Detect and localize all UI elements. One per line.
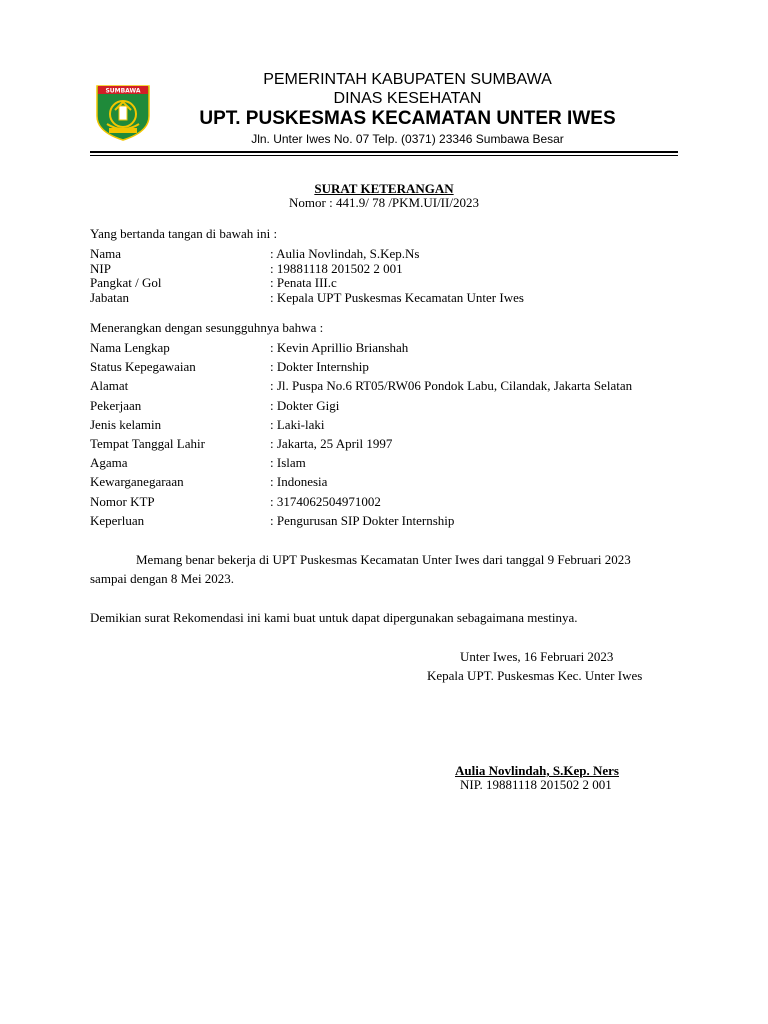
field-value: : Pengurusan SIP Dokter Internship — [270, 513, 455, 528]
field-label: Status Kepegawaian — [90, 359, 196, 374]
field-value: : Indonesia — [270, 474, 328, 489]
field-label: Keperluan — [90, 513, 145, 528]
field-value: : 3174062504971002 — [270, 494, 381, 509]
field-value: : Dokter Gigi — [270, 398, 340, 413]
letter-title: SURAT KETERANGAN — [314, 181, 454, 196]
field-label: Nomor KTP — [90, 494, 155, 509]
field-label: Pekerjaan — [90, 398, 142, 413]
field-label: Jenis kelamin — [90, 417, 162, 432]
field-value: : Laki-laki — [270, 417, 325, 432]
field-value: : Jakarta, 25 April 1997 — [270, 436, 393, 451]
department-name: DINAS KESEHATAN — [333, 90, 482, 107]
letterhead-divider-thin — [90, 155, 678, 156]
field-value: : Penata III.c — [270, 275, 337, 290]
emblem-banner-text: SUMBAWA — [105, 87, 141, 95]
signatory-intro: Yang bertanda tangan di bawah ini : — [90, 226, 278, 241]
field-value: : Islam — [270, 455, 306, 470]
unit-address: Jln. Unter Iwes No. 07 Telp. (0371) 23346 Sumbawa Besar — [251, 132, 564, 146]
field-value: : Dokter Internship — [270, 359, 369, 374]
government-name: PEMERINTAH KABUPATEN SUMBAWA — [263, 71, 552, 88]
closing-paragraph: Demikian surat Rekomendasi ini kami buat untuk dapat dipergunakan sebagaimana mestinya. — [90, 610, 578, 625]
letterhead-divider-thick — [90, 151, 678, 153]
field-value: : Jl. Puspa No.6 RT05/RW06 Pondok Labu, Cilandak, Jakarta Selatan — [270, 378, 633, 393]
field-value: : Kepala UPT Puskesmas Kecamatan Unter Iwes — [270, 290, 524, 305]
subject-intro: Menerangkan dengan sesungguhnya bahwa : — [90, 320, 324, 335]
signature-place-date: Unter Iwes, 16 Februari 2023 — [460, 649, 614, 664]
field-label: Tempat Tanggal Lahir — [90, 436, 205, 451]
letter-number: Nomor : 441.9/ 78 /PKM.UI/II/2023 — [289, 195, 479, 210]
field-label: Agama — [90, 455, 128, 470]
field-label: Nama Lengkap — [90, 340, 170, 355]
field-label: Alamat — [90, 378, 129, 393]
body-paragraph-line-2: sampai dengan 8 Mei 2023. — [90, 571, 235, 586]
field-value: : Aulia Novlindah, S.Kep.Ns — [270, 246, 420, 261]
field-label: Nama — [90, 246, 122, 261]
signature-position: Kepala UPT. Puskesmas Kec. Unter Iwes — [427, 668, 643, 683]
field-value: : 19881118 201502 2 001 — [270, 261, 403, 276]
sumbawa-regency-emblem-icon — [93, 80, 153, 142]
field-label: Jabatan — [90, 290, 129, 305]
unit-name: UPT. PUSKESMAS KECAMATAN UNTER IWES — [199, 108, 616, 129]
signature-name: Aulia Novlindah, S.Kep. Ners — [455, 763, 619, 778]
field-label: Kewarganegaraan — [90, 474, 184, 489]
body-paragraph-line-1: Memang benar bekerja di UPT Puskesmas Kecamatan Unter Iwes dari tanggal 9 Februari 2023 — [136, 552, 631, 567]
field-value: : Kevin Aprillio Brianshah — [270, 340, 409, 355]
field-label: Pangkat / Gol — [90, 275, 162, 290]
field-label: NIP — [90, 261, 111, 276]
signature-nip: NIP. 19881118 201502 2 001 — [460, 777, 612, 792]
